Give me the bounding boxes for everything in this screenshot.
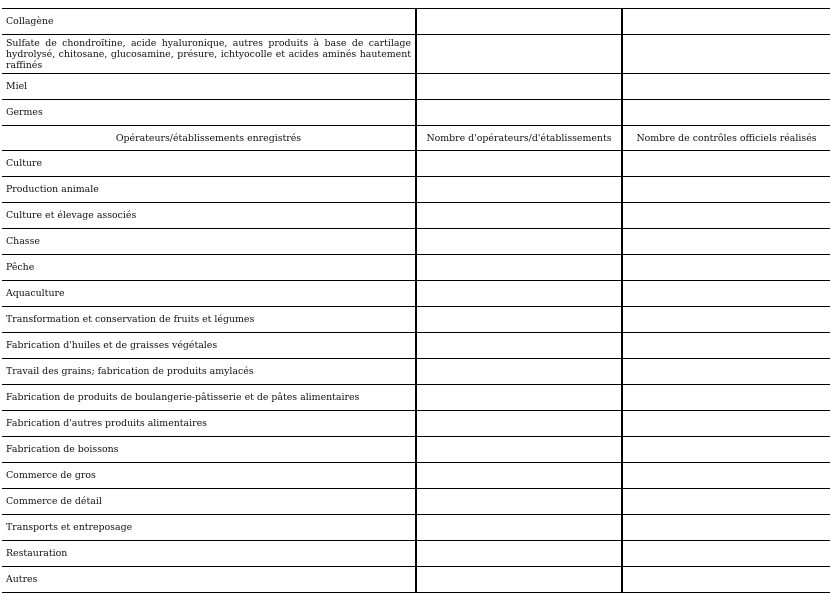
table-row bbox=[2, 9, 830, 35]
table-row bbox=[2, 100, 830, 126]
operators-count-cell bbox=[416, 100, 622, 126]
table-row bbox=[2, 255, 830, 281]
row-label: Commerce de gros bbox=[2, 463, 416, 489]
table-row bbox=[2, 307, 830, 333]
controls-count-cell bbox=[622, 9, 830, 35]
controls-count-cell bbox=[622, 385, 830, 411]
operators-count-cell bbox=[416, 177, 622, 203]
operators-count-cell bbox=[416, 333, 622, 359]
controls-count-cell bbox=[622, 567, 830, 593]
controls-count-cell bbox=[622, 515, 830, 541]
row-label: Miel bbox=[2, 74, 416, 100]
table-row bbox=[2, 35, 830, 74]
row-label: Culture bbox=[2, 151, 416, 177]
controls-count-cell bbox=[622, 307, 830, 333]
operators-count-cell bbox=[416, 567, 622, 593]
row-label: Chasse bbox=[2, 229, 416, 255]
table-row bbox=[2, 463, 830, 489]
row-label: Germes bbox=[2, 100, 416, 126]
controls-count-cell bbox=[622, 359, 830, 385]
operators-count-cell bbox=[416, 541, 622, 567]
row-label: Fabrication de produits de boulangerie-pâtisserie et de pâtes alimentaires bbox=[2, 385, 416, 411]
operators-count-cell bbox=[416, 463, 622, 489]
operators-count-cell bbox=[416, 9, 622, 35]
header-controls-count: Nombre de contrôles officiels réalisés bbox=[622, 126, 830, 151]
table-row bbox=[2, 541, 830, 567]
table-row bbox=[2, 74, 830, 100]
operators-count-cell bbox=[416, 229, 622, 255]
row-label: Transports et entreposage bbox=[2, 515, 416, 541]
table-row bbox=[2, 151, 830, 177]
operators-count-cell bbox=[416, 411, 622, 437]
controls-count-cell bbox=[622, 411, 830, 437]
row-label: Production animale bbox=[2, 177, 416, 203]
controls-count-cell bbox=[622, 281, 830, 307]
row-label: Fabrication de boissons bbox=[2, 437, 416, 463]
controls-count-cell bbox=[622, 35, 830, 74]
controls-count-cell bbox=[622, 255, 830, 281]
row-label: Commerce de détail bbox=[2, 489, 416, 515]
controls-count-cell bbox=[622, 203, 830, 229]
operators-count-cell bbox=[416, 255, 622, 281]
controls-count-cell bbox=[622, 177, 830, 203]
table-row bbox=[2, 515, 830, 541]
operators-count-cell bbox=[416, 385, 622, 411]
table-row bbox=[2, 411, 830, 437]
operators-count-cell bbox=[416, 359, 622, 385]
operators-count-cell bbox=[416, 203, 622, 229]
row-label: Restauration bbox=[2, 541, 416, 567]
table-row bbox=[2, 567, 830, 593]
row-label: Autres bbox=[2, 567, 416, 593]
operators-count-cell bbox=[416, 151, 622, 177]
row-label: Fabrication d'autres produits alimentaires bbox=[2, 411, 416, 437]
table-row bbox=[2, 203, 830, 229]
table-row bbox=[2, 281, 830, 307]
controls-count-cell bbox=[622, 229, 830, 255]
table-row bbox=[2, 177, 830, 203]
row-label: Aquaculture bbox=[2, 281, 416, 307]
controls-table bbox=[2, 8, 830, 593]
row-label: Collagène bbox=[2, 9, 416, 35]
row-label: Culture et élevage associés bbox=[2, 203, 416, 229]
operators-count-cell bbox=[416, 74, 622, 100]
header-row bbox=[2, 126, 830, 151]
operators-count-cell bbox=[416, 489, 622, 515]
controls-count-cell bbox=[622, 74, 830, 100]
controls-count-cell bbox=[622, 333, 830, 359]
table-row bbox=[2, 229, 830, 255]
controls-count-cell bbox=[622, 437, 830, 463]
table-row bbox=[2, 489, 830, 515]
row-label: Travail des grains; fabrication de produits amylacés bbox=[2, 359, 416, 385]
table-row bbox=[2, 333, 830, 359]
controls-count-cell bbox=[622, 100, 830, 126]
row-label: Sulfate de chondroïtine, acide hyaluronique, autres produits à base de cartilage hydrolysé, chitosane, glucosamine, présure, ichtyocolle et acides aminés hautement raffinés bbox=[2, 35, 416, 74]
controls-count-cell bbox=[622, 541, 830, 567]
row-label: Fabrication d'huiles et de graisses végétales bbox=[2, 333, 416, 359]
table-row bbox=[2, 437, 830, 463]
operators-count-cell bbox=[416, 35, 622, 74]
controls-count-cell bbox=[622, 463, 830, 489]
operators-count-cell bbox=[416, 281, 622, 307]
header-operators-establishments: Opérateurs/établissements enregistrés bbox=[2, 126, 416, 151]
header-operators-count: Nombre d'opérateurs/d'établissements bbox=[416, 126, 622, 151]
controls-count-cell bbox=[622, 151, 830, 177]
table-row bbox=[2, 385, 830, 411]
controls-count-cell bbox=[622, 489, 830, 515]
table-row bbox=[2, 359, 830, 385]
operators-count-cell bbox=[416, 437, 622, 463]
row-label: Transformation et conservation de fruits et légumes bbox=[2, 307, 416, 333]
operators-count-cell bbox=[416, 515, 622, 541]
row-label: Pêche bbox=[2, 255, 416, 281]
operators-count-cell bbox=[416, 307, 622, 333]
